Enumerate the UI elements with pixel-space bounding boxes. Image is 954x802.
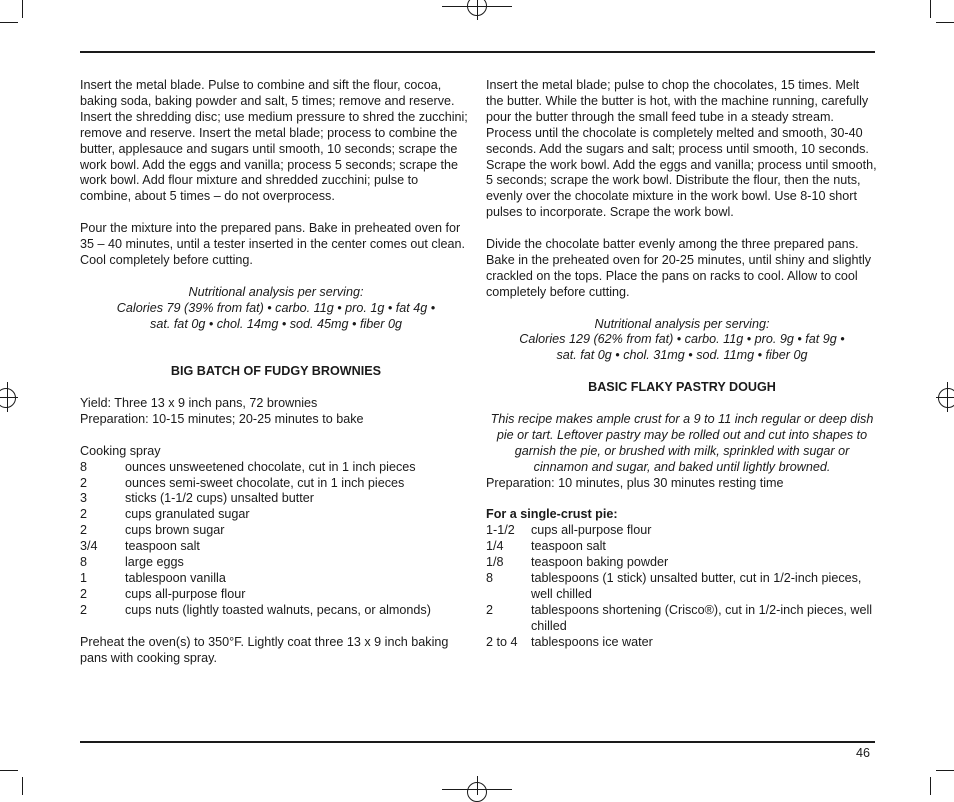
ingredient-row bbox=[80, 539, 472, 555]
crop-mark bbox=[22, 0, 23, 18]
ingredient-qty: 2 bbox=[80, 523, 88, 538]
recipe-title: BIG BATCH OF FUDGY BROWNIES bbox=[170, 364, 382, 379]
ingredient-qty: 2 to 4 bbox=[486, 634, 518, 649]
ingredient-row bbox=[80, 460, 472, 476]
ingredient-cooking-spray: Cooking spray bbox=[80, 443, 161, 458]
method-paragraph: Divide the chocolate batter evenly among the three prepared pans. Bake in the preheated oven for 20-25 minutes, until shiny and slightly crackled on the tops. Place the pans on racks to cool. Allow to cool completely before cutting. bbox=[486, 237, 872, 299]
ingredient-row bbox=[486, 635, 878, 651]
ingredient-subheading: For a single-crust pie: bbox=[486, 507, 618, 522]
ingredient-row bbox=[80, 571, 472, 587]
ingredient-qty: 2 bbox=[80, 507, 88, 522]
registration-mark-line bbox=[947, 382, 948, 412]
ingredient-row bbox=[486, 539, 878, 555]
right-column bbox=[486, 78, 878, 651]
registration-mark bbox=[938, 388, 954, 408]
registration-mark bbox=[0, 388, 16, 408]
crop-mark bbox=[936, 770, 954, 771]
ingredient-qty: 3 bbox=[80, 491, 88, 506]
crop-mark bbox=[22, 777, 23, 795]
registration-mark-line bbox=[477, 0, 478, 20]
ingredient-qty: 2 bbox=[80, 586, 88, 601]
ingredient-text: sticks (1-1/2 cups) unsalted butter bbox=[125, 491, 314, 506]
ingredient-text: cups granulated sugar bbox=[125, 507, 250, 522]
ingredient-text: ounces unsweetened chocolate, cut in 1 inch pieces bbox=[125, 459, 416, 474]
ingredient-row bbox=[486, 555, 878, 571]
ingredient-text: tablespoons shortening (Crisco®), cut in 1/2-inch pieces, well chilled bbox=[531, 602, 873, 633]
ingredient-text: cups all-purpose flour bbox=[531, 523, 652, 538]
ingredient-row bbox=[80, 603, 472, 619]
ingredient-text: tablespoons ice water bbox=[531, 634, 653, 649]
ingredient-list bbox=[80, 460, 472, 619]
ingredient-row bbox=[80, 476, 472, 492]
ingredient-qty: 2 bbox=[486, 602, 494, 617]
crop-mark bbox=[930, 0, 931, 18]
nutrition-line: sat. fat 0g • chol. 14mg • sod. 45mg • fiber 0g bbox=[150, 316, 402, 331]
ingredient-qty: 1-1/2 bbox=[486, 523, 515, 538]
method-paragraph: Insert the metal blade. Pulse to combine and sift the flour, cocoa, baking soda, baking powder and salt, 5 times; remove and reserve. Insert the shredding disc; use medium pressure to shred the zucchini; remove and reserve. Insert the metal blade; process to combine the butter, applesauce and sugars until smooth, 10 seconds; scrape the work bowl. Add the eggs and vanilla; process 5 seconds; scrape the work bowl. Add flour mixture and shredded zucchini; pulse to combine, about 5 times – do not overprocess. bbox=[80, 78, 468, 204]
recipe-yield: Yield: Three 13 x 9 inch pans, 72 brownies bbox=[80, 396, 318, 411]
ingredient-text: cups brown sugar bbox=[125, 523, 225, 538]
ingredient-row bbox=[486, 571, 878, 603]
ingredient-row bbox=[80, 491, 472, 507]
recipe-preparation: Preparation: 10-15 minutes; 20-25 minutes to bake bbox=[80, 411, 364, 426]
ingredient-qty: 2 bbox=[80, 602, 88, 617]
ingredient-text: teaspoon salt bbox=[125, 539, 200, 554]
ingredient-row bbox=[80, 507, 472, 523]
ingredient-text: cups all-purpose flour bbox=[125, 586, 246, 601]
nutrition-title: Nutritional analysis per serving: bbox=[188, 284, 364, 299]
ingredient-list bbox=[486, 523, 878, 650]
ingredient-text: ounces semi-sweet chocolate, cut in 1 inch pieces bbox=[125, 475, 405, 490]
ingredient-qty: 8 bbox=[80, 459, 88, 474]
ingredient-text: teaspoon baking powder bbox=[531, 555, 669, 570]
ingredient-row bbox=[486, 603, 878, 635]
ingredient-qty: 1 bbox=[80, 571, 88, 586]
nutrition-line: Calories 79 (39% from fat) • carbo. 11g • pro. 1g • fat 4g • bbox=[116, 300, 436, 315]
top-rule bbox=[80, 51, 875, 53]
page-number: 46 bbox=[856, 746, 871, 760]
crop-mark bbox=[930, 777, 931, 795]
ingredient-qty: 3/4 bbox=[80, 539, 98, 554]
ingredient-row bbox=[486, 523, 878, 539]
ingredient-text: tablespoons (1 stick) unsalted butter, cut in 1/2-inch pieces, well chilled bbox=[531, 571, 862, 601]
crop-mark bbox=[0, 22, 18, 23]
ingredient-qty: 1/8 bbox=[486, 555, 504, 570]
ingredient-text: large eggs bbox=[125, 555, 184, 570]
ingredient-row bbox=[80, 555, 472, 571]
method-paragraph: Preheat the oven(s) to 350°F. Lightly coat three 13 x 9 inch baking pans with cooking spray. bbox=[80, 634, 449, 665]
nutrition-line: Calories 129 (62% from fat) • carbo. 11g • pro. 9g • fat 9g • bbox=[519, 332, 845, 347]
crop-mark bbox=[936, 22, 954, 23]
nutrition-line: sat. fat 0g • chol. 31mg • sod. 11mg • fiber 0g bbox=[556, 348, 808, 363]
ingredient-qty: 8 bbox=[486, 571, 494, 586]
ingredient-row bbox=[80, 587, 472, 603]
bottom-rule bbox=[80, 741, 875, 743]
recipe-title: BASIC FLAKY PASTRY DOUGH bbox=[588, 380, 776, 395]
ingredient-row bbox=[80, 523, 472, 539]
registration-mark-line bbox=[7, 382, 8, 412]
recipe-intro: This recipe makes ample crust for a 9 to 11 inch regular or deep dish pie or tart. Leftover pastry may be rolled out and cut into shapes to garnish the pie, or brushed with milk, sprinkled with sugar or cinnamon and sugar, and baked until lightly browned. bbox=[490, 411, 874, 474]
ingredient-text: tablespoon vanilla bbox=[125, 571, 226, 586]
ingredient-qty: 1/4 bbox=[486, 539, 504, 554]
registration-mark-line bbox=[936, 397, 954, 398]
ingredient-text: teaspoon salt bbox=[531, 539, 606, 554]
crop-mark bbox=[0, 770, 18, 771]
registration-mark-line bbox=[477, 776, 478, 795]
recipe-preparation: Preparation: 10 minutes, plus 30 minutes resting time bbox=[486, 475, 784, 490]
ingredient-qty: 2 bbox=[80, 475, 88, 490]
ingredient-qty: 8 bbox=[80, 555, 88, 570]
ingredient-text: cups nuts (lightly toasted walnuts, pecans, or almonds) bbox=[125, 602, 431, 617]
registration-mark-line bbox=[0, 397, 18, 398]
nutrition-title: Nutritional analysis per serving: bbox=[594, 316, 770, 331]
left-column bbox=[80, 78, 472, 666]
method-paragraph: Insert the metal blade; pulse to chop the chocolates, 15 times. Melt the butter. While the butter is hot, with the machine running, carefully pour the butter through the small feed tube in a steady stream. Process until the chocolate is completely melted and smooth, 30-40 seconds. Add the sugars and salt; process until smooth, 10 seconds. Scrape the work bowl. Add the eggs and vanilla; process until smooth, 5 seconds; scrape the work bowl. Distribute the flour, then the nuts, evenly over the chocolate mixture in the work bowl. Use 8-10 short pulses to incorporate. Scrape the work bowl. bbox=[486, 78, 877, 220]
method-paragraph: Pour the mixture into the prepared pans. Bake in preheated oven for 35 – 40 minutes, until a tester inserted in the center comes out clean. Cool completely before cutting. bbox=[80, 221, 466, 267]
